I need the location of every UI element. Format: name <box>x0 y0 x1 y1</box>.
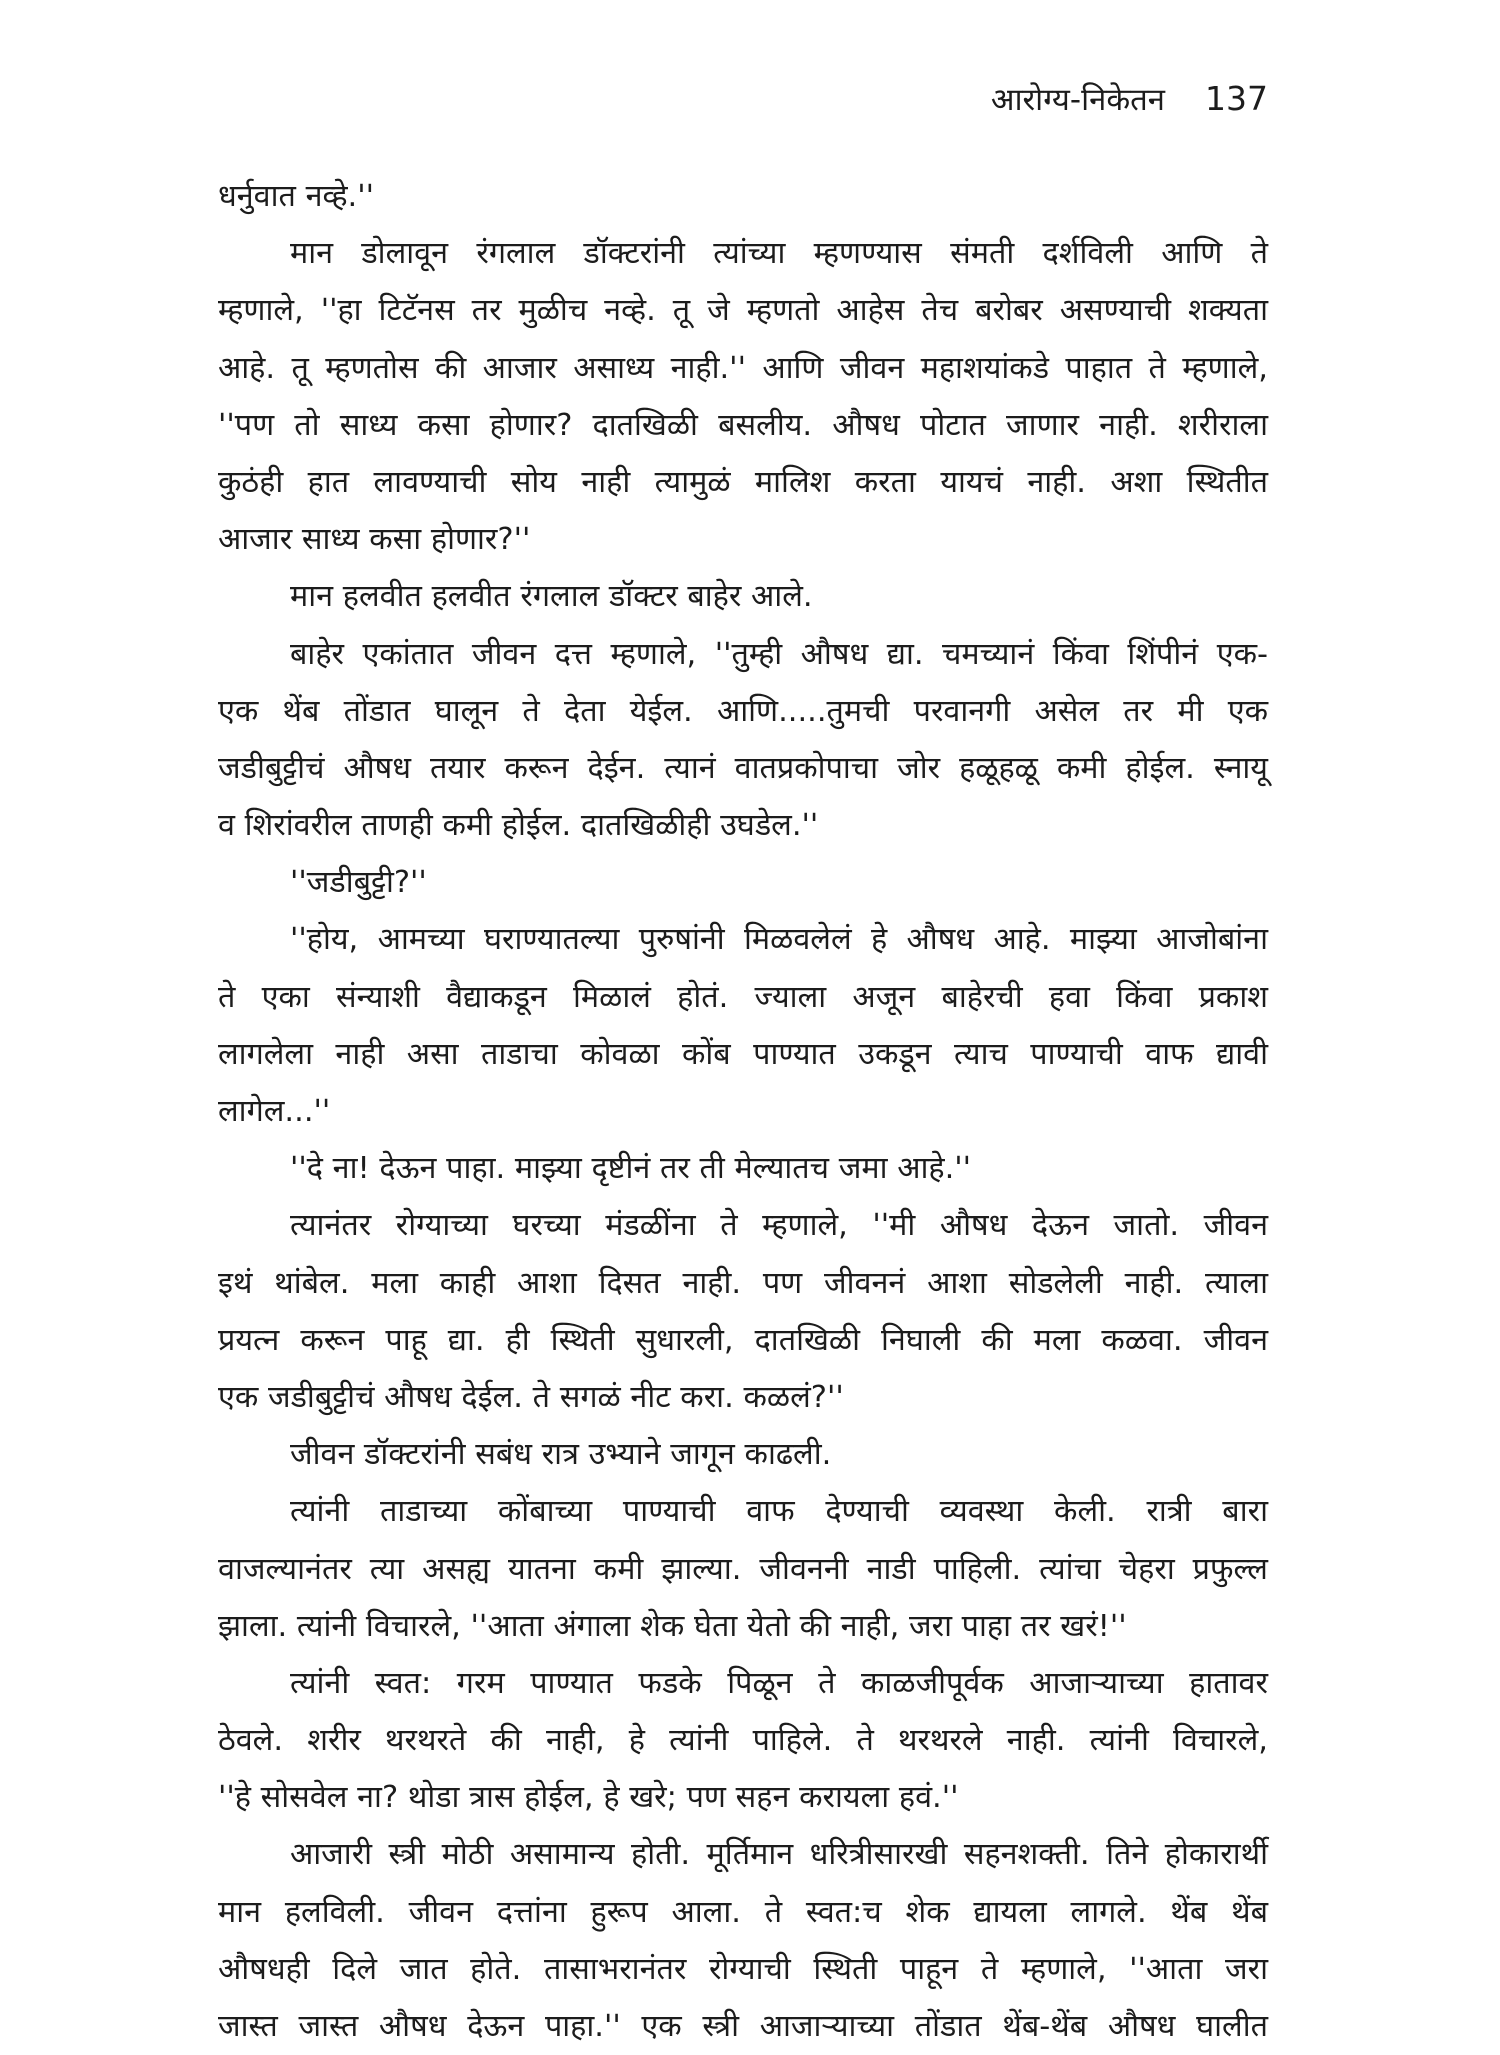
running-title: आरोग्य-निकेतन <box>990 82 1165 118</box>
text-line: व शिरांवरील ताणही कमी होईल. दातखिळीही उघडेल.'' <box>218 808 819 844</box>
text-line: त्यानंतर रोग्याच्या घरच्या मंडळींना ते म्हणाले, ''मी औषध देऊन जातो. जीवन <box>290 1208 1268 1244</box>
text-line: ''जडीबुट्टी?'' <box>290 865 427 901</box>
text-line: आजारी स्त्री मोठी असामान्य होती. मूर्तिमान धरित्रीसारखी सहनशक्ती. तिने होकारार्थी <box>290 1837 1268 1873</box>
text-line: मान हलवीत हलवीत रंगलाल डॉक्टर बाहेर आले. <box>290 579 813 615</box>
text-line: प्रयत्न करून पाहू द्या. ही स्थिती सुधारली, दातखिळी निघाली की मला कळवा. जीवन <box>218 1322 1268 1358</box>
text-line: एक जडीबुट्टीचं औषध देईल. ते सगळं नीट करा. कळलं?'' <box>218 1379 844 1415</box>
text-line: ''पण तो साध्य कसा होणार? दातखिळी बसलीय. औषध पोटात जाणार नाही. शरीराला <box>218 407 1268 443</box>
text-line: जडीबुट्टीचं औषध तयार करून देईन. त्यानं वातप्रकोपाचा जोर हळूहळू कमी होईल. स्नायू <box>218 750 1268 786</box>
text-line: म्हणाले, ''हा टिटॅनस तर मुळीच नव्हे. तू जे म्हणतो आहेस तेच बरोबर असण्याची शक्यता <box>218 293 1268 329</box>
text-line: ''हे सोसवेल ना? थोडा त्रास होईल, हे खरे; पण सहन करायला हवं.'' <box>218 1780 959 1816</box>
text-line: जास्त जास्त औषध देऊन पाहा.'' एक स्त्री आजाऱ्याच्या तोंडात थेंब-थेंब औषध घालीत <box>218 2009 1268 2044</box>
text-line: बाहेर एकांतात जीवन दत्त म्हणाले, ''तुम्ही औषध द्या. चमच्यानं किंवा शिंपीनं एक- <box>290 636 1268 672</box>
text-line: आहे. तू म्हणतोस की आजार असाध्य नाही.'' आणि जीवन महाशयांकडे पाहात ते म्हणाले, <box>218 350 1268 386</box>
text-line: औषधही दिले जात होते. तासाभरानंतर रोग्याची स्थिती पाहून ते म्हणाले, ''आता जरा <box>218 1951 1268 1987</box>
text-line: वाजल्यानंतर त्या असह्य यातना कमी झाल्या. जीवननी नाडी पाहिली. त्यांचा चेहरा प्रफुल्ल <box>218 1551 1268 1587</box>
text-line: त्यांनी स्वत: गरम पाण्यात फडके पिळून ते काळजीपूर्वक आजाऱ्याच्या हातावर <box>290 1665 1268 1701</box>
text-line: लागेल...'' <box>218 1094 331 1129</box>
text-line: झाला. त्यांनी विचारले, ''आता अंगाला शेक घेता येतो की नाही, जरा पाहा तर खरं!'' <box>218 1608 1127 1644</box>
running-header <box>991 78 1268 120</box>
text-line: मान डोलावून रंगलाल डॉक्टरांनी त्यांच्या म्हणण्यास संमती दर्शविली आणि ते <box>290 236 1268 272</box>
text-line: ''दे ना! देऊन पाहा. माझ्या दृष्टीनं तर ती मेल्यातच जमा आहे.'' <box>290 1151 972 1187</box>
text-line: मान हलविली. जीवन दत्तांना हुरूप आला. ते स्वत:च शेक द्यायला लागले. थेंब थेंब <box>218 1894 1268 1930</box>
page-number: 137 <box>1205 79 1268 118</box>
body-text <box>218 168 1268 2055</box>
text-line: त्यांनी ताडाच्या कोंबाच्या पाण्याची वाफ देण्याची व्यवस्था केली. रात्री बारा <box>290 1494 1268 1530</box>
text-line: ते एका संन्याशी वैद्याकडून मिळालं होतं. ज्याला अजून बाहेरची हवा किंवा प्रकाश <box>218 979 1268 1015</box>
text-line: आजार साध्य कसा होणार?'' <box>218 522 531 558</box>
text-line: धर्नुवात नव्हे.'' <box>218 179 375 214</box>
text-line: ''होय, आमच्या घराण्यातल्या पुरुषांनी मिळवलेलं हे औषध आहे. माझ्या आजोबांना <box>290 922 1268 958</box>
text-line: कुठंही हात लावण्याची सोय नाही त्यामुळं मालिश करता यायचं नाही. अशा स्थितीत <box>218 464 1268 500</box>
text-line: इथं थांबेल. मला काही आशा दिसत नाही. पण जीवननं आशा सोडलेली नाही. त्याला <box>218 1265 1268 1301</box>
text-line: एक थेंब तोंडात घालून ते देता येईल. आणि.....तुमची परवानगी असेल तर मी एक <box>218 693 1268 729</box>
text-line: लागलेला नाही असा ताडाचा कोवळा कोंब पाण्यात उकडून त्याच पाण्याची वाफ द्यावी <box>218 1036 1268 1072</box>
text-line: ठेवले. शरीर थरथरते की नाही, हे त्यांनी पाहिले. ते थरथरले नाही. त्यांनी विचारले, <box>218 1723 1268 1759</box>
text-line: जीवन डॉक्टरांनी सबंध रात्र उभ्याने जागून काढली. <box>290 1437 832 1473</box>
